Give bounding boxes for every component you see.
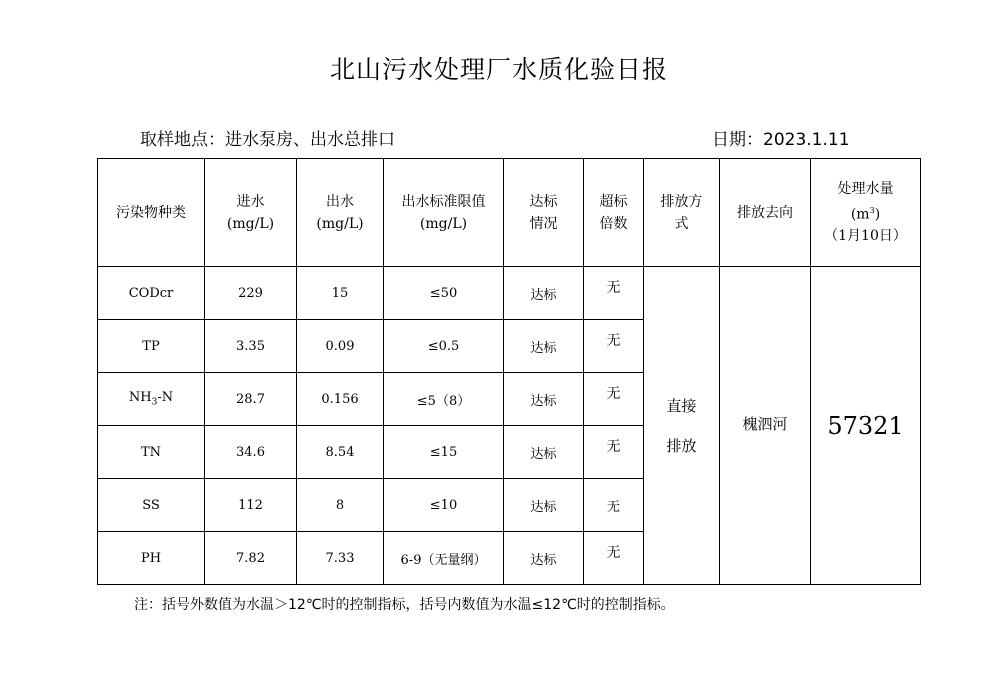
cell-treated-volume: 57321 [811,267,921,585]
cell-influent: 229 [205,267,297,320]
table-row [98,267,921,320]
water-quality-table [97,158,921,585]
cell-pollutant: PH [98,532,205,585]
cell-compliance: 达标 [504,532,584,585]
cell-pollutant: TN [98,426,205,479]
footnote: 注：括号外数值为水温＞12℃时的控制指标，括号内数值为水温≤12℃时的控制指标。 [134,597,675,613]
cell-compliance: 达标 [504,267,584,320]
cell-exceed: 无 [584,320,644,373]
cell-influent: 7.82 [205,532,297,585]
cell-limit: ≤5（8） [384,373,504,426]
cell-exceed: 无 [584,532,644,585]
header-pollutant: 污染物种类 [98,159,205,267]
cell-exceed: 无 [584,373,644,426]
report-date: 日期：2023.1.11 [712,130,850,150]
cell-effluent: 15 [297,267,384,320]
cell-influent: 28.7 [205,373,297,426]
cell-pollutant: $NH_3-N$ [98,373,205,426]
header-effluent: 出水 (mg/L) [297,159,384,267]
cell-discharge-destination: 槐泗河 [720,267,811,585]
cell-effluent: 0.156 [297,373,384,426]
header-discharge-destination: 排放去向 [720,159,811,267]
cell-limit: 6-9（无量纲） [384,532,504,585]
cell-discharge-mode: 直接 排放 [644,267,720,585]
cell-influent: 34.6 [205,426,297,479]
cell-effluent: 7.33 [297,532,384,585]
cell-limit: ≤50 [384,267,504,320]
cell-exceed: 无 [584,426,644,479]
cell-compliance: 达标 [504,320,584,373]
cell-limit: ≤0.5 [384,320,504,373]
cell-limit: ≤15 [384,426,504,479]
cell-compliance: 达标 [504,479,584,532]
cell-exceed: 无 [584,479,644,532]
cell-compliance: 达标 [504,373,584,426]
cell-effluent: 8 [297,479,384,532]
cell-compliance: 达标 [504,426,584,479]
cell-influent: 3.35 [205,320,297,373]
cell-pollutant: TP [98,320,205,373]
cell-pollutant: SS [98,479,205,532]
header-exceed: 超标 倍数 [584,159,644,267]
cell-exceed: 无 [584,267,644,320]
cell-effluent: 0.09 [297,320,384,373]
cell-influent: 112 [205,479,297,532]
cell-limit: ≤10 [384,479,504,532]
header-discharge-mode: 排放方 式 [644,159,720,267]
report-title: 北山污水处理厂水质化验日报 [329,55,668,84]
header-compliance: 达标 情况 [504,159,584,267]
sampling-location: 取样地点：进水泵房、出水总排口 [140,130,395,150]
header-row [98,159,921,267]
header-limit: 出水标准限值 (mg/L) [384,159,504,267]
cell-effluent: 8.54 [297,426,384,479]
header-treated-volume: 处理水量 $(m^3)$ （1月10日） [811,159,921,267]
header-influent: 进水 (mg/L) [205,159,297,267]
cell-pollutant: CODcr [98,267,205,320]
